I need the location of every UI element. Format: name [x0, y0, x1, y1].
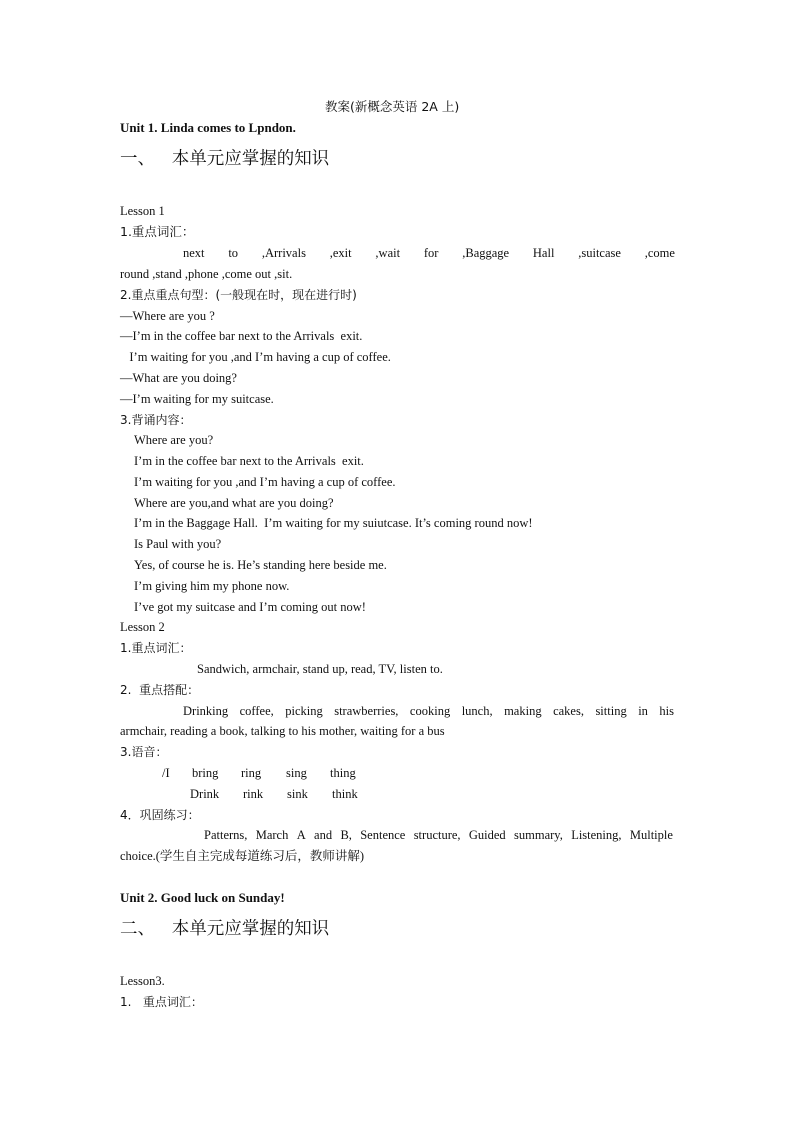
- lesson1-recite-heading: 3.背诵内容：: [120, 413, 192, 427]
- recite-line: Is Paul with you?: [134, 537, 222, 551]
- lesson1-pattern-heading: 2.重点重点句型：(一般现在时，现在进行时): [120, 288, 357, 302]
- lesson3-vocab-heading: 1. 重点词汇：: [120, 995, 203, 1009]
- lesson2-practice-line1: [204, 827, 673, 843]
- recite-line: I’ve got my suitcase and I’m coming out now!: [134, 600, 366, 614]
- lesson1-vocab-heading: 1.重点词汇：: [120, 224, 195, 239]
- recite-line: I’m in the Baggage Hall. I’m waiting for my suiutcase. It’s coming round now!: [134, 516, 533, 530]
- collocation-word: making: [504, 704, 542, 718]
- dialogue-line: I’m waiting for you ,and I’m having a cup of coffee.: [120, 350, 391, 364]
- unit2-title: Unit 2. Good luck on Sunday!: [120, 890, 285, 905]
- practice-word: Patterns,: [204, 828, 248, 842]
- collocation-word: cakes,: [553, 704, 584, 718]
- practice-word: summary,: [514, 828, 563, 842]
- lesson2-collocation-line2: armchair, reading a book, talking to his mother, waiting for a bus: [120, 724, 445, 738]
- dialogue-line: —Where are you ?: [120, 309, 215, 323]
- dialogue-line: —I’m waiting for my suitcase.: [120, 392, 274, 406]
- lesson2-vocab: Sandwich, armchair, stand up, read, TV, listen to.: [197, 662, 443, 676]
- phonetic-word: think: [332, 787, 358, 801]
- practice-word: Multiple: [629, 828, 673, 842]
- phonetic-word: /I: [162, 766, 170, 780]
- dialogue-line: —I’m in the coffee bar next to the Arrivals exit.: [120, 329, 363, 343]
- collocation-word: coffee,: [239, 704, 274, 718]
- vocab-word: ,come: [644, 246, 675, 260]
- vocab-word: ,suitcase: [578, 246, 621, 260]
- vocab-word: ,Baggage: [462, 246, 510, 260]
- section1-heading: 一、 本单元应掌握的知识: [120, 149, 330, 169]
- lesson2-collocation-heading: 2. 重点搭配：: [120, 683, 200, 697]
- phonetic-word: sink: [287, 787, 308, 801]
- lesson1-label: Lesson 1: [120, 204, 165, 218]
- vocab-word: ,wait: [375, 246, 401, 260]
- lesson2-label: Lesson 2: [120, 620, 165, 634]
- phonetic-word: sing: [286, 766, 307, 780]
- collocation-word: lunch,: [461, 704, 493, 718]
- vocab-word: to: [228, 246, 239, 260]
- unit1-title: Unit 1. Linda comes to Lpndon.: [120, 120, 296, 135]
- recite-line: I’m in the coffee bar next to the Arrivals exit.: [134, 454, 364, 468]
- collocation-word: picking: [285, 704, 323, 718]
- practice-word: Listening,: [571, 828, 622, 842]
- recite-line: I’m giving him my phone now.: [134, 579, 290, 593]
- dialogue-line: —What are you doing?: [120, 371, 237, 385]
- lesson2-practice-heading: 4．巩固练习：: [120, 808, 200, 822]
- lesson3-label: Lesson3.: [120, 974, 165, 988]
- vocab-word: next: [183, 246, 205, 260]
- recite-line: I’m waiting for you ,and I’m having a cup of coffee.: [134, 475, 396, 489]
- section2-heading: 二、 本单元应掌握的知识: [120, 919, 330, 939]
- phonetic-word: bring: [192, 766, 219, 780]
- phonetic-word: thing: [330, 766, 356, 780]
- lesson2-practice-line2: choice.(学生自主完成每道练习后，教师讲解): [120, 849, 365, 863]
- practice-word: A: [296, 828, 306, 842]
- lesson1-vocab-line1: [183, 245, 675, 261]
- collocation-word: in: [638, 704, 648, 718]
- lesson2-collocation-line1: [183, 703, 674, 719]
- collocation-word: strawberries,: [334, 704, 399, 718]
- lesson1-vocab-line2: round ,stand ,phone ,come out ,sit.: [120, 267, 293, 281]
- collocation-word: sitting: [595, 704, 627, 718]
- lesson2-vocab-heading: 1.重点词汇：: [120, 641, 192, 655]
- lesson2-phonetics-heading: 3.语音：: [120, 745, 168, 759]
- practice-word: March: [255, 828, 289, 842]
- vocab-word: ,Arrivals: [261, 246, 306, 260]
- vocab-word: ,exit: [329, 246, 352, 260]
- collocation-word: his: [659, 704, 674, 718]
- phonetic-word: Drink: [190, 787, 220, 801]
- vocab-word: for: [423, 246, 439, 260]
- practice-word: Sentence: [360, 828, 406, 842]
- recite-line: Where are you,and what are you doing?: [134, 496, 334, 510]
- practice-word: Guided: [468, 828, 506, 842]
- practice-word: and: [314, 828, 333, 842]
- recite-line: Where are you?: [134, 433, 214, 447]
- phonetic-word: ring: [241, 766, 262, 780]
- vocab-word: Hall: [532, 246, 555, 260]
- document-title: 教案(新概念英语 2A 上): [325, 99, 460, 114]
- collocation-word: Drinking: [183, 704, 229, 718]
- practice-word: structure,: [413, 828, 461, 842]
- collocation-word: cooking: [409, 704, 451, 718]
- phonetic-word: rink: [243, 787, 264, 801]
- practice-word: B,: [340, 828, 352, 842]
- recite-line: Yes, of course he is. He’s standing here beside me.: [134, 558, 387, 572]
